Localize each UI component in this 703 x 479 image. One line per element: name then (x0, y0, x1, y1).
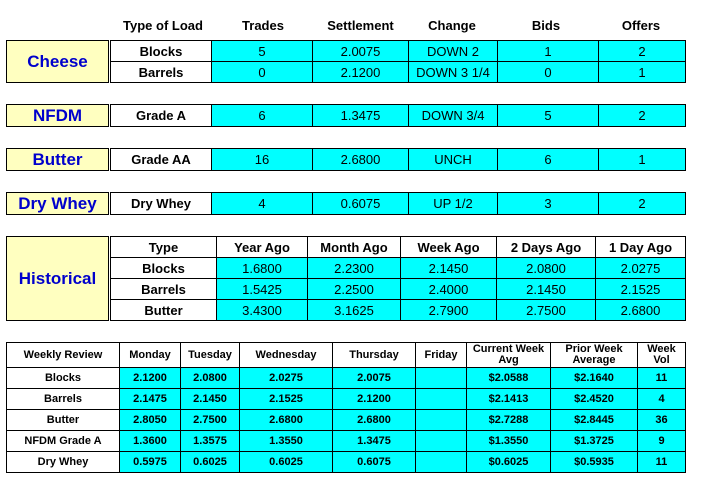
header-bids: Bids (531, 18, 561, 33)
butter-trades: 16 (212, 149, 313, 171)
historical-cell: 2.2500 (308, 279, 401, 300)
historical-cell: 3.4300 (217, 300, 308, 321)
weekly-cell: Barrels (7, 389, 120, 410)
nfdm-type: Grade A (111, 105, 212, 127)
butter-offers: 1 (599, 149, 686, 171)
historical-header-month-ago: Month Ago (308, 237, 401, 258)
nfdm-table (110, 104, 686, 127)
weekly-cell: 1.3550 (240, 431, 333, 452)
historical-cell: 2.1450 (401, 258, 497, 279)
drywhey-bids: 3 (498, 193, 599, 215)
weekly-cell: 36 (638, 410, 686, 431)
weekly-cell: 2.0275 (240, 368, 333, 389)
table-row (111, 149, 686, 171)
historical-header-1-day-ago: 1 Day Ago (596, 237, 686, 258)
weekly-header-thursday: Thursday (333, 343, 416, 368)
table-row (111, 258, 686, 279)
weekly-header-wednesday: Wednesday (240, 343, 333, 368)
table-row (111, 41, 686, 62)
weekly-cell: 9 (638, 431, 686, 452)
header-trades: Trades (242, 18, 284, 33)
drywhey-label: Dry Whey (6, 192, 109, 215)
weekly-cell: $2.7288 (467, 410, 551, 431)
butter-type: Grade AA (111, 149, 212, 171)
weekly-header-monday: Monday (120, 343, 181, 368)
header-type-of-load: Type of Load (123, 18, 203, 33)
table-row (7, 368, 686, 389)
weekly-cell: $0.6025 (467, 452, 551, 473)
weekly-header-prior-week-average: Prior Week Average (551, 343, 638, 368)
historical-cell: 2.6800 (596, 300, 686, 321)
historical-cell: Butter (111, 300, 217, 321)
cheese-blocks-change: DOWN 2 (409, 41, 498, 62)
header-change: Change (428, 18, 476, 33)
weekly-cell: NFDM Grade A (7, 431, 120, 452)
butter-settlement: 2.6800 (313, 149, 409, 171)
historical-cell: 2.1525 (596, 279, 686, 300)
weekly-header-weekly-review: Weekly Review (7, 343, 120, 368)
historical-cell: 2.7900 (401, 300, 497, 321)
cheese-barrels-trades: 0 (212, 62, 313, 83)
butter-label: Butter (6, 148, 109, 171)
table-header-row (7, 343, 686, 368)
drywhey-offers: 2 (599, 193, 686, 215)
drywhey-type: Dry Whey (111, 193, 212, 215)
weekly-cell (416, 368, 467, 389)
historical-cell: 2.2300 (308, 258, 401, 279)
weekly-cell (416, 389, 467, 410)
cheese-blocks-bids: 1 (498, 41, 599, 62)
weekly-cell: $2.1413 (467, 389, 551, 410)
weekly-cell: 2.1200 (120, 368, 181, 389)
historical-cell: 2.7500 (497, 300, 596, 321)
butter-table (110, 148, 686, 171)
table-row (111, 300, 686, 321)
weekly-cell: 2.1450 (181, 389, 240, 410)
cheese-blocks-trades: 5 (212, 41, 313, 62)
historical-cell: 1.5425 (217, 279, 308, 300)
weekly-cell: 2.1200 (333, 389, 416, 410)
historical-cell: 1.6800 (217, 258, 308, 279)
nfdm-label: NFDM (6, 104, 109, 127)
header-settlement: Settlement (327, 18, 394, 33)
butter-change: UNCH (409, 149, 498, 171)
cheese-barrels-settlement: 2.1200 (313, 62, 409, 83)
weekly-review-table (6, 342, 686, 473)
weekly-cell: $2.1640 (551, 368, 638, 389)
weekly-cell: 2.8050 (120, 410, 181, 431)
weekly-cell: 0.6075 (333, 452, 416, 473)
cheese-blocks-type: Blocks (111, 41, 212, 62)
weekly-cell: 11 (638, 452, 686, 473)
cheese-barrels-offers: 1 (599, 62, 686, 83)
drywhey-change: UP 1/2 (409, 193, 498, 215)
weekly-cell: 11 (638, 368, 686, 389)
weekly-cell: 1.3600 (120, 431, 181, 452)
weekly-cell (416, 452, 467, 473)
cheese-blocks-settlement: 2.0075 (313, 41, 409, 62)
weekly-cell: 2.7500 (181, 410, 240, 431)
table-row (7, 452, 686, 473)
table-row (7, 431, 686, 452)
nfdm-bids: 5 (498, 105, 599, 127)
weekly-cell: Blocks (7, 368, 120, 389)
weekly-cell: $1.3550 (467, 431, 551, 452)
historical-header-type: Type (111, 237, 217, 258)
weekly-cell: $2.8445 (551, 410, 638, 431)
table-row (111, 193, 686, 215)
weekly-cell: $2.0588 (467, 368, 551, 389)
historical-cell: 2.0275 (596, 258, 686, 279)
weekly-cell: $2.4520 (551, 389, 638, 410)
cheese-barrels-change: DOWN 3 1/4 (409, 62, 498, 83)
drywhey-table (110, 192, 686, 215)
historical-label: Historical (6, 236, 109, 321)
weekly-header-current-week-avg: Current Week Avg (467, 343, 551, 368)
table-header-row (111, 237, 686, 258)
weekly-cell: 2.6800 (333, 410, 416, 431)
weekly-cell: 2.6800 (240, 410, 333, 431)
historical-header-year-ago: Year Ago (217, 237, 308, 258)
historical-header-2-days-ago: 2 Days Ago (497, 237, 596, 258)
historical-cell: Blocks (111, 258, 217, 279)
weekly-cell: 1.3575 (181, 431, 240, 452)
nfdm-trades: 6 (212, 105, 313, 127)
weekly-cell: Dry Whey (7, 452, 120, 473)
table-row (7, 389, 686, 410)
nfdm-change: DOWN 3/4 (409, 105, 498, 127)
weekly-cell: 0.5975 (120, 452, 181, 473)
cheese-table (110, 40, 686, 83)
weekly-cell: Butter (7, 410, 120, 431)
butter-bids: 6 (498, 149, 599, 171)
weekly-cell: 4 (638, 389, 686, 410)
weekly-cell (416, 431, 467, 452)
header-offers: Offers (621, 18, 661, 33)
cheese-label: Cheese (6, 40, 109, 83)
cheese-barrels-type: Barrels (111, 62, 212, 83)
weekly-cell: 2.1475 (120, 389, 181, 410)
weekly-cell: 0.6025 (240, 452, 333, 473)
weekly-header-week-vol: Week Vol (638, 343, 686, 368)
nfdm-offers: 2 (599, 105, 686, 127)
weekly-cell: 2.0075 (333, 368, 416, 389)
historical-header-week-ago: Week Ago (401, 237, 497, 258)
weekly-cell: 2.1525 (240, 389, 333, 410)
weekly-cell: 0.6025 (181, 452, 240, 473)
table-row (111, 62, 686, 83)
weekly-cell: 1.3475 (333, 431, 416, 452)
weekly-cell: $1.3725 (551, 431, 638, 452)
cheese-blocks-offers: 2 (599, 41, 686, 62)
table-row (111, 105, 686, 127)
historical-cell: 2.1450 (497, 279, 596, 300)
drywhey-settlement: 0.6075 (313, 193, 409, 215)
historical-cell: 3.1625 (308, 300, 401, 321)
nfdm-settlement: 1.3475 (313, 105, 409, 127)
cheese-barrels-bids: 0 (498, 62, 599, 83)
table-row (111, 279, 686, 300)
weekly-header-friday: Friday (416, 343, 467, 368)
table-row (7, 410, 686, 431)
historical-cell: 2.0800 (497, 258, 596, 279)
historical-cell: Barrels (111, 279, 217, 300)
historical-table (110, 236, 686, 321)
weekly-cell (416, 410, 467, 431)
weekly-cell: 2.0800 (181, 368, 240, 389)
drywhey-trades: 4 (212, 193, 313, 215)
weekly-cell: $0.5935 (551, 452, 638, 473)
weekly-header-tuesday: Tuesday (181, 343, 240, 368)
historical-cell: 2.4000 (401, 279, 497, 300)
